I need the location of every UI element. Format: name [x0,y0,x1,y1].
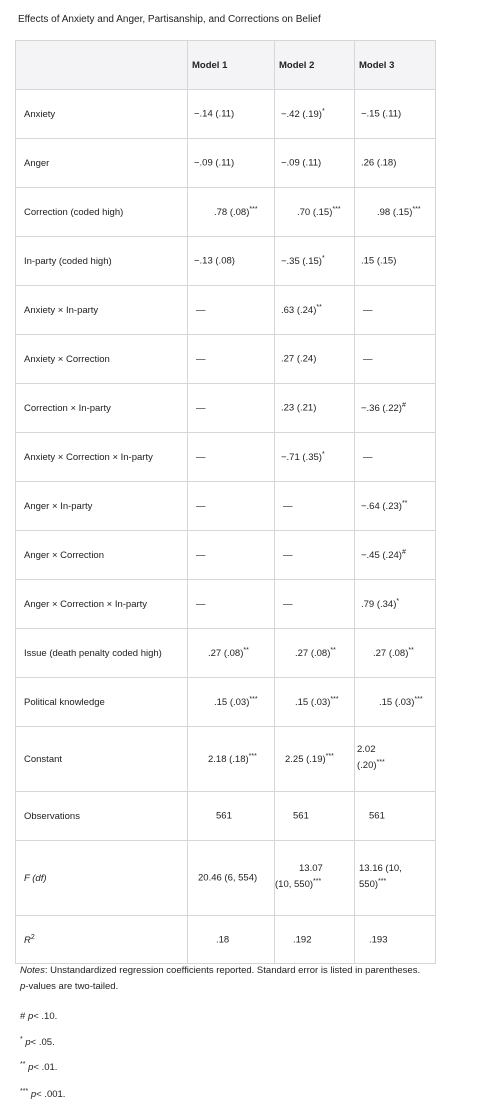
header-model-1: Model 1 [188,41,275,90]
row-label: Anger [16,139,188,188]
cell-model-1: .15 (.03)*** [188,678,275,727]
cell-model-3: 561 [355,792,436,841]
cell-model-2: .27 (.08)** [275,629,355,678]
cell-model-1: — [188,384,275,433]
row-label: Anger × In-party [16,482,188,531]
cell-model-3: 2.02 (.20)*** [355,727,436,792]
table-caption: Effects of Anxiety and Anger, Partisanship, and Corrections on Belief [18,14,321,25]
cell-model-3: 13.16 (10, 550)*** [355,841,436,916]
table-row [16,580,436,629]
header-blank [16,41,188,90]
row-label: Correction (coded high) [16,188,188,237]
table-row [16,531,436,580]
table-row [16,335,436,384]
cell-model-2: — [275,531,355,580]
cell-model-3: −.64 (.23)** [355,482,436,531]
row-label: Anger × Correction × In-party [16,580,188,629]
cell-model-2: .15 (.03)*** [275,678,355,727]
cell-model-2: — [275,482,355,531]
table-notes [20,963,470,995]
cell-model-3: — [355,433,436,482]
cell-model-1: — [188,286,275,335]
table-row [16,188,436,237]
cell-model-2: .63 (.24)** [275,286,355,335]
table-row [16,792,436,841]
row-label: Issue (death penalty coded high) [16,629,188,678]
regression-table [15,40,436,964]
row-label: F (df) [16,841,188,916]
cell-model-1: 561 [188,792,275,841]
cell-model-2: .23 (.21) [275,384,355,433]
cell-model-2: — [275,580,355,629]
cell-model-2: −.35 (.15)* [275,237,355,286]
sig-level-2: * p< .05. [20,1036,55,1049]
header-model-2: Model 2 [275,41,355,90]
row-label: In-party (coded high) [16,237,188,286]
cell-model-1: — [188,335,275,384]
row-label: Anxiety × In-party [16,286,188,335]
cell-model-1: 2.18 (.18)*** [188,727,275,792]
row-label: $R^2$ [16,916,188,964]
cell-model-1: −.14 (.11) [188,90,275,139]
cell-model-3: .15 (.15) [355,237,436,286]
row-label: Observations [16,792,188,841]
cell-model-2: −.42 (.19)* [275,90,355,139]
row-label: Anxiety [16,90,188,139]
cell-model-3: −.15 (.11) [355,90,436,139]
row-label: Anxiety × Correction × In-party [16,433,188,482]
cell-model-1: — [188,580,275,629]
cell-model-1: — [188,531,275,580]
notes-text: : Unstandardized regression coefficients reported. Standard error is listed in parentheses. [44,965,421,976]
cell-model-1: .18 [188,916,275,964]
cell-model-2: 561 [275,792,355,841]
cell-model-2: .192 [275,916,355,964]
row-label: Anxiety × Correction [16,335,188,384]
notes-lead: Notes [20,965,45,976]
table-row [16,286,436,335]
table-row [16,90,436,139]
table-row [16,433,436,482]
table-row [16,482,436,531]
cell-model-3: .98 (.15)*** [355,188,436,237]
cell-model-1: 20.46 (6, 554) [188,841,275,916]
header-model-3: Model 3 [355,41,436,90]
cell-model-3: −.36 (.22)# [355,384,436,433]
sig-level-3: ** p< .01. [20,1061,58,1074]
cell-model-1: .27 (.08)** [188,629,275,678]
cell-model-1: .78 (.08)*** [188,188,275,237]
sig-level-1: # p< .10. [20,1011,58,1022]
cell-model-3: .79 (.34)* [355,580,436,629]
cell-model-2: 2.25 (.19)*** [275,727,355,792]
table-row [16,916,436,964]
cell-model-3: — [355,286,436,335]
cell-model-1: −.13 (.08) [188,237,275,286]
table-row [16,384,436,433]
header-row [16,41,436,90]
cell-model-2: −.71 (.35)* [275,433,355,482]
notes-p-text: -values are two-tailed. [25,981,119,992]
table-row [16,237,436,286]
cell-model-1: −.09 (.11) [188,139,275,188]
table-row [16,139,436,188]
table-row [16,841,436,916]
row-label: Political knowledge [16,678,188,727]
sig-level-4: *** p< .001. [20,1088,66,1101]
row-label: Anger × Correction [16,531,188,580]
table-row [16,678,436,727]
row-label: Constant [16,727,188,792]
row-label: Correction × In-party [16,384,188,433]
cell-model-2: .27 (.24) [275,335,355,384]
cell-model-2: 13.07 (10, 550)*** [275,841,355,916]
cell-model-1: — [188,433,275,482]
cell-model-3: .26 (.18) [355,139,436,188]
cell-model-3: −.45 (.24)# [355,531,436,580]
cell-model-3: .27 (.08)** [355,629,436,678]
cell-model-3: — [355,335,436,384]
notes-p-label: p [20,981,26,992]
cell-model-3: .15 (.03)*** [355,678,436,727]
cell-model-2: .70 (.15)*** [275,188,355,237]
table-row [16,629,436,678]
table-row [16,727,436,792]
cell-model-2: −.09 (.11) [275,139,355,188]
cell-model-1: — [188,482,275,531]
cell-model-3: .193 [355,916,436,964]
